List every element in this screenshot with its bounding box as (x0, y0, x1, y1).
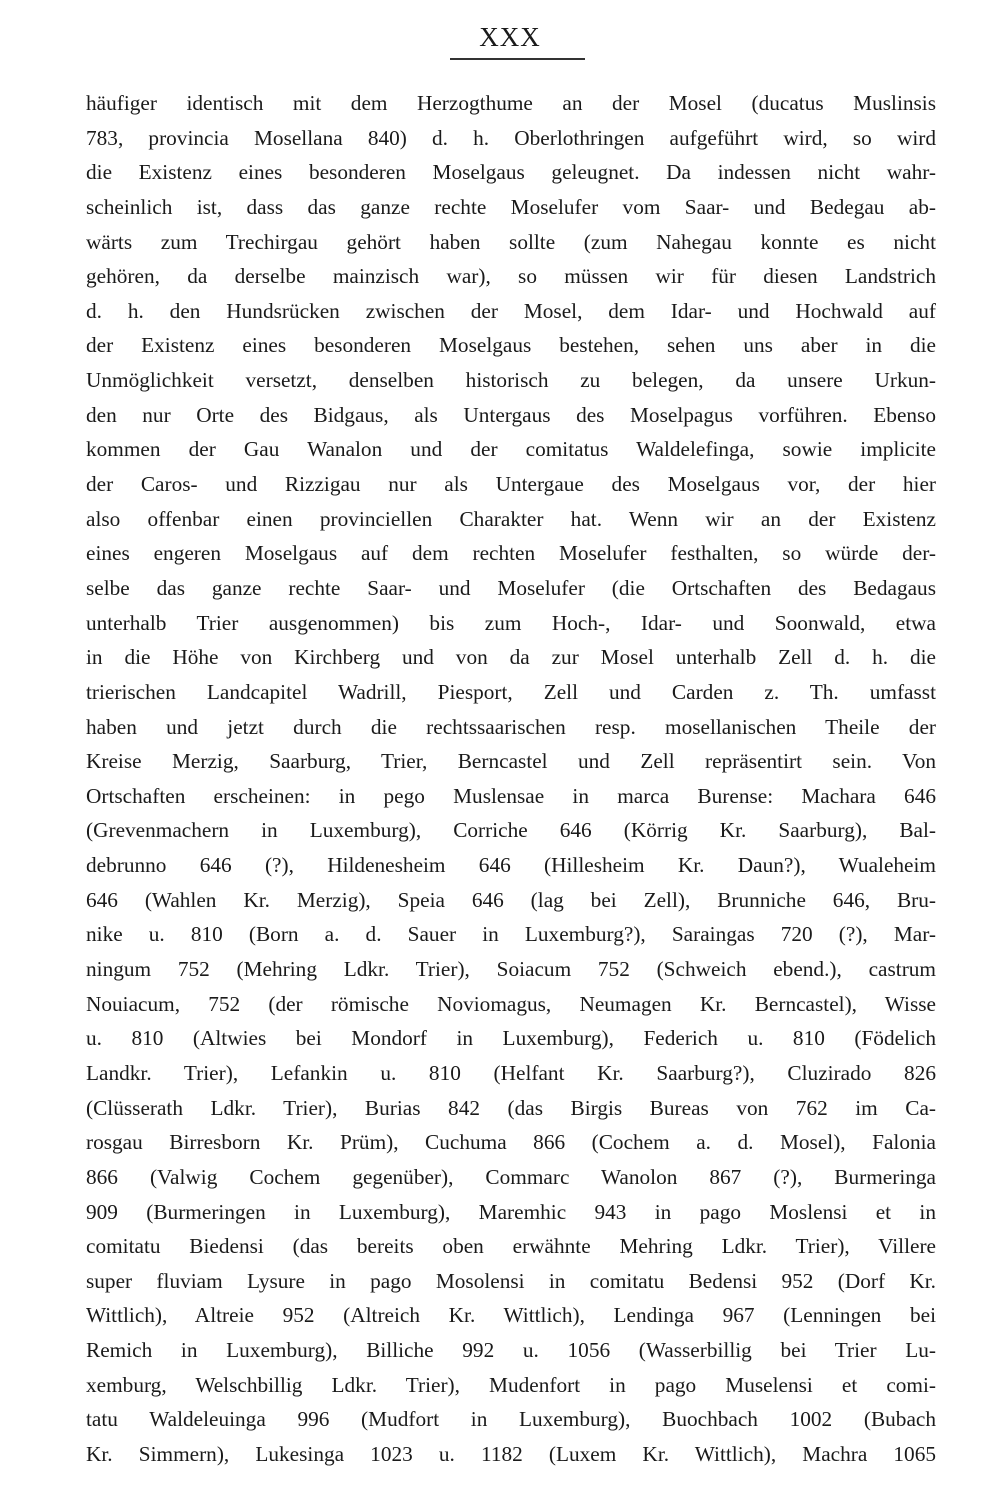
text-line: 866 (Valwig Cochem gegenüber), Commarc Wanolon 867 (?), Burmeringa (86, 1164, 936, 1189)
text-line: Wittlich), Altreie 952 (Altreich Kr. Wittlich), Lendinga 967 (Lenningen bei (86, 1303, 936, 1328)
text-line: unterhalb Trier ausgenommen) bis zum Hoch-, Idar- und Soonwald, etwa (86, 610, 936, 635)
text-line: gehören, da derselbe mainzisch war), so müssen wir für diesen Landstrich (86, 264, 936, 289)
text-line: Landkr. Trier), Lefankin u. 810 (Helfant Kr. Saarburg?), Cluzirado 826 (86, 1060, 936, 1085)
body-text (86, 86, 936, 1472)
text-line: selbe das ganze rechte Saar- und Moselufer (die Ortschaften des Bedagaus (86, 575, 936, 600)
text-line: in die Höhe von Kirchberg und von da zur Mosel unterhalb Zell d. h. die (86, 645, 936, 670)
text-line: der Caros- und Rizzigau nur als Untergaue des Moselgaus vor, der hier (86, 472, 936, 497)
text-line: kommen der Gau Wanalon und der comitatus Waldelefinga, sowie implicite (86, 437, 936, 462)
text-line: 646 (Wahlen Kr. Merzig), Speia 646 (lag bei Zell), Brunniche 646, Bru- (86, 887, 936, 912)
text-line: nike u. 810 (Born a. d. Sauer in Luxemburg?), Saraingas 720 (?), Mar- (86, 922, 936, 947)
text-line: scheinlich ist, dass das ganze rechte Moselufer vom Saar- und Bedegau ab- (86, 194, 936, 219)
text-line: haben und jetzt durch die rechtssaarischen resp. mosellanischen Theile der (86, 714, 936, 739)
text-line: d. h. den Hundsrücken zwischen der Mosel, dem Idar- und Hochwald auf (86, 298, 936, 323)
text-line: eines engeren Moselgaus auf dem rechten Moselufer festhalten, so würde der- (86, 541, 936, 566)
text-line: 783, provincia Mosellana 840) d. h. Oberlothringen aufgeführt wird, so wird (86, 125, 936, 150)
text-line: Nouiacum, 752 (der römische Noviomagus, Neumagen Kr. Berncastel), Wisse (86, 991, 936, 1016)
text-line: (Clüsserath Ldkr. Trier), Burias 842 (das Birgis Bureas von 762 im Ca- (86, 1095, 936, 1120)
text-line: Remich in Luxemburg), Billiche 992 u. 1056 (Wasserbillig bei Trier Lu- (86, 1338, 936, 1363)
text-line: also offenbar einen provinciellen Charakter hat. Wenn wir an der Existenz (86, 506, 936, 531)
text-line: wärts zum Trechirgau gehört haben sollte (zum Nahegau konnte es nicht (86, 229, 936, 254)
text-line: den nur Orte des Bidgaus, als Untergaus des Moselpagus vorführen. Ebenso (86, 402, 936, 427)
text-line: ningum 752 (Mehring Ldkr. Trier), Soiacum 752 (Schweich ebend.), castrum (86, 957, 936, 982)
text-line: rosgau Birresborn Kr. Prüm), Cuchuma 866 (Cochem a. d. Mosel), Falonia (86, 1130, 936, 1155)
text-line: Ortschaften erscheinen: in pego Muslensae in marca Burense: Machara 646 (86, 783, 936, 808)
page-number-rule (450, 58, 585, 60)
text-line: Kreise Merzig, Saarburg, Trier, Berncastel und Zell repräsentirt sein. Von (86, 749, 936, 774)
text-line: der Existenz eines besonderen Moselgaus bestehen, sehen uns aber in die (86, 333, 936, 358)
text-line: u. 810 (Altwies bei Mondorf in Luxemburg), Federich u. 810 (Födelich (86, 1026, 936, 1051)
text-line: debrunno 646 (?), Hildenesheim 646 (Hillesheim Kr. Daun?), Wualeheim (86, 853, 936, 878)
text-line: die Existenz eines besonderen Moselgaus geleugnet. Da indessen nicht wahr- (86, 160, 936, 185)
text-line: comitatu Biedensi (das bereits oben erwähnte Mehring Ldkr. Trier), Villere (86, 1234, 936, 1259)
text-line: super fluviam Lysure in pago Mosolensi in comitatu Bedensi 952 (Dorf Kr. (86, 1268, 936, 1293)
text-line: häufiger identisch mit dem Herzogthume an der Mosel (ducatus Muslinsis (86, 91, 936, 115)
page-number: XXX (479, 22, 541, 52)
text-line: Unmöglichkeit versetzt, denselben historisch zu belegen, da unsere Urkun- (86, 368, 936, 393)
text-line: xemburg, Welschbillig Ldkr. Trier), Mudenfort in pago Muselensi et comi- (86, 1372, 936, 1397)
text-line: trierischen Landcapitel Wadrill, Piesport, Zell und Carden z. Th. umfasst (86, 679, 936, 704)
text-line: Kr. Simmern), Lukesinga 1023 u. 1182 (Luxem Kr. Wittlich), Machra 1065 (86, 1441, 936, 1466)
text-line: 909 (Burmeringen in Luxemburg), Maremhic 943 in pago Moslensi et in (86, 1199, 936, 1224)
text-line: tatu Waldeleuinga 996 (Mudfort in Luxemburg), Buochbach 1002 (Bubach (86, 1407, 936, 1432)
text-line: (Grevenmachern in Luxemburg), Corriche 646 (Körrig Kr. Saarburg), Bal- (86, 818, 936, 843)
